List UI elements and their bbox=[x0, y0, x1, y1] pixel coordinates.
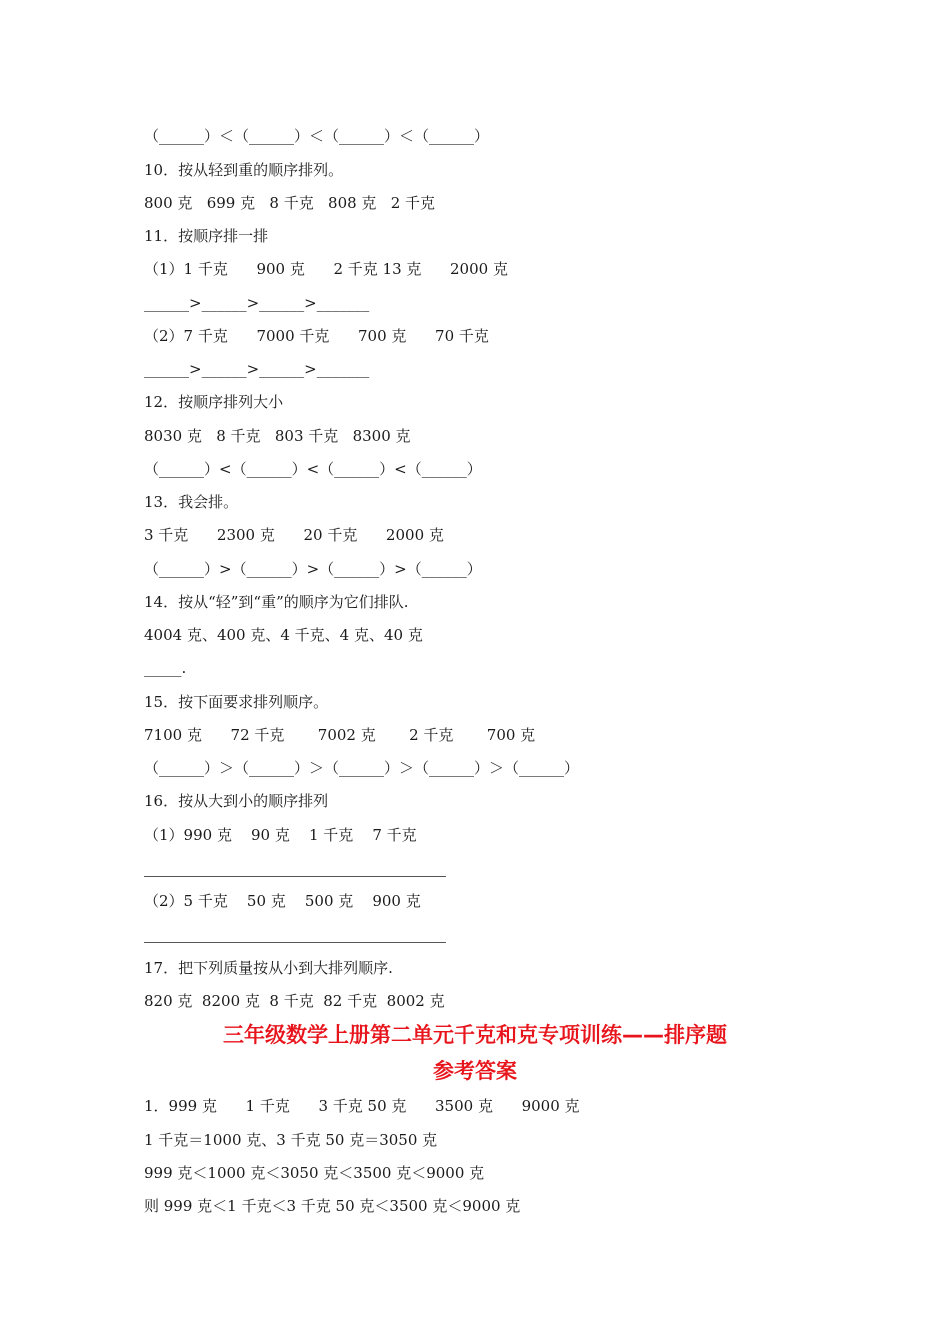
question-15-blanks: （______）＞（______）＞（______）＞（______）＞（______） bbox=[144, 759, 580, 777]
question-16-prompt: 16．按从大到小的顺序排列 bbox=[144, 792, 329, 810]
question-11-part-2-blanks: ______>______>______>_______ bbox=[144, 360, 370, 378]
question-10-items: 800 克 699 克 8 千克 808 克 2 千克 bbox=[144, 194, 436, 212]
question-14-blank: _____. bbox=[144, 659, 187, 677]
question-13-items: 3 千克 2300 克 20 千克 2000 克 bbox=[144, 526, 444, 544]
question-17-prompt: 17．把下列质量按从小到大排列顺序. bbox=[144, 959, 393, 977]
answer-1-result: 则 999 克＜1 千克＜3 千克 50 克＜3500 克＜9000 克 bbox=[144, 1197, 521, 1215]
question-17-items: 820 克 8200 克 8 千克 82 千克 8002 克 bbox=[144, 992, 445, 1010]
answer-line bbox=[144, 942, 446, 943]
question-16-part-2-items: （2）5 千克 50 克 500 克 900 克 bbox=[144, 892, 421, 910]
answer-line bbox=[144, 876, 446, 877]
question-11-part-1-items: （1）1 千克 900 克 2 千克 13 克 2000 克 bbox=[144, 260, 508, 278]
answer-1-comparison: 999 克＜1000 克＜3050 克＜3500 克＜9000 克 bbox=[144, 1164, 485, 1182]
question-10-prompt: 10．按从轻到重的顺序排列。 bbox=[144, 161, 344, 179]
answer-blanks-row: （______）＜（______）＜（______）＜（______） bbox=[144, 127, 490, 145]
question-15-items: 7100 克 72 千克 7002 克 2 千克 700 克 bbox=[144, 726, 536, 744]
question-12-blanks: （______）<（______）<（______）<（______） bbox=[144, 460, 482, 478]
question-14-items: 4004 克、400 克、4 千克、4 克、40 克 bbox=[144, 626, 423, 644]
answer-1-conversion: 1 千克＝1000 克、3 千克 50 克＝3050 克 bbox=[144, 1131, 438, 1149]
question-11-prompt: 11．按顺序排一排 bbox=[144, 227, 269, 245]
question-13-prompt: 13．我会排。 bbox=[144, 493, 239, 511]
question-11-part-1-blanks: ______>______>______>_______ bbox=[144, 294, 370, 312]
question-12-items: 8030 克 8 千克 803 千克 8300 克 bbox=[144, 427, 411, 445]
question-15-prompt: 15．按下面要求排列顺序。 bbox=[144, 693, 329, 711]
question-14-prompt: 14．按从“轻”到“重”的顺序为它们排队. bbox=[144, 593, 409, 611]
answer-1-items: 1．999 克 1 千克 3 千克 50 克 3500 克 9000 克 bbox=[144, 1097, 580, 1115]
question-11-part-2-items: （2）7 千克 7000 千克 700 克 70 千克 bbox=[144, 327, 489, 345]
question-16-part-1-items: （1）990 克 90 克 1 千克 7 千克 bbox=[144, 826, 417, 844]
answer-key-subtitle: 参考答案 bbox=[433, 1059, 517, 1083]
answer-key-title: 三年级数学上册第二单元千克和克专项训练——排序题 bbox=[223, 1023, 727, 1047]
question-13-blanks: （______）>（______）>（______）>（______） bbox=[144, 560, 482, 578]
question-12-prompt: 12．按顺序排列大小 bbox=[144, 393, 284, 411]
